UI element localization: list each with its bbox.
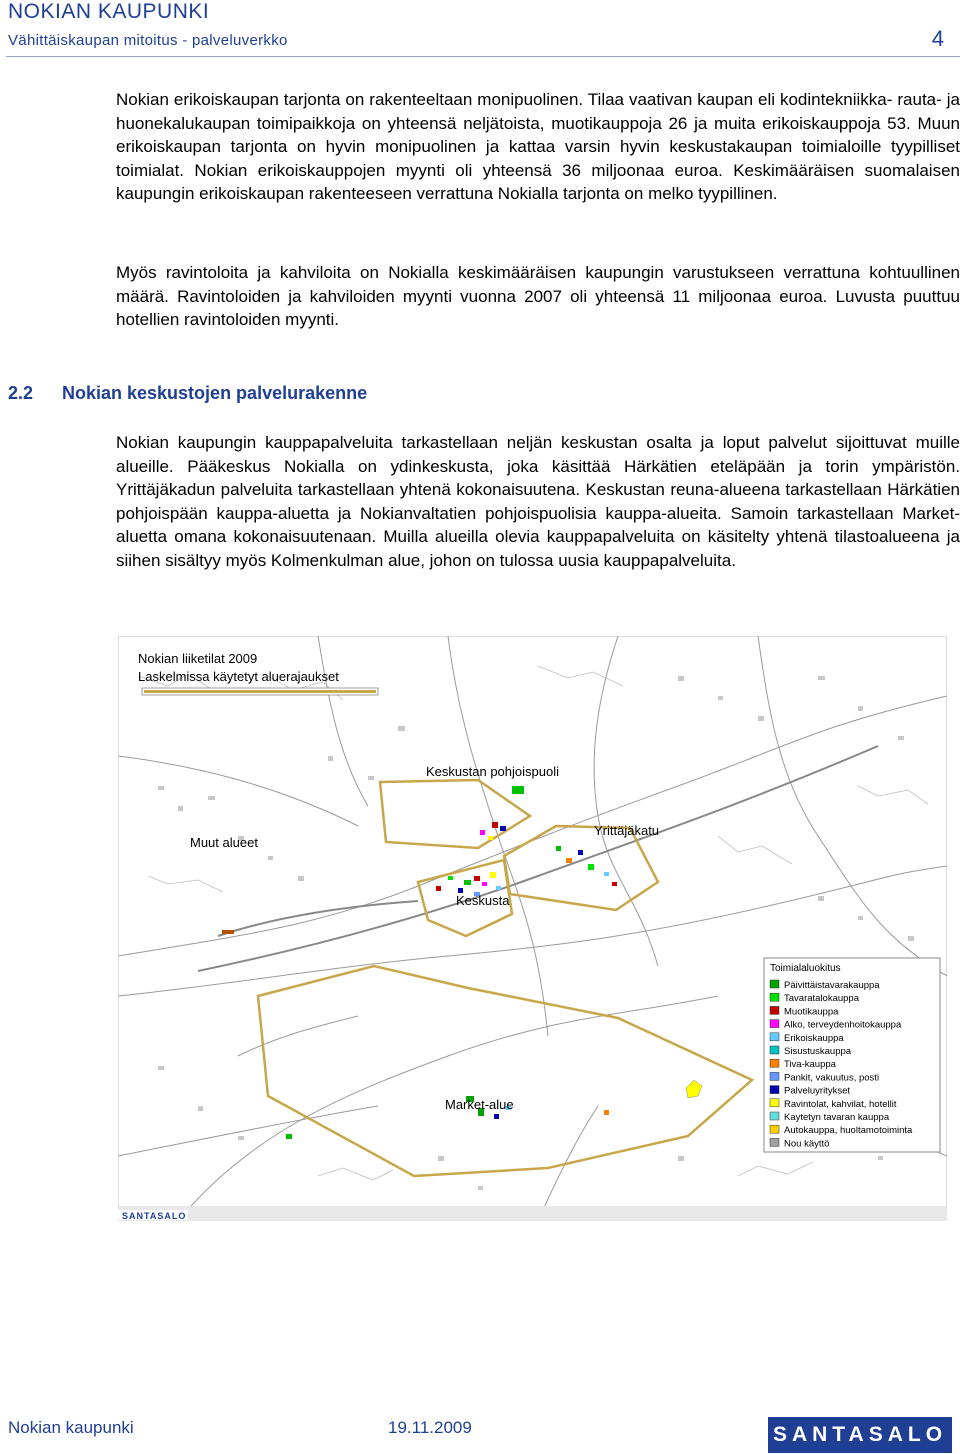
label-pohjoispuoli: Keskustan pohjoispuoli: [426, 764, 559, 779]
section-title: Nokian keskustojen palvelurakenne: [62, 383, 368, 403]
legend-swatch: [770, 1059, 779, 1067]
map-credit: SANTASALO: [122, 1211, 187, 1221]
legend-label: Palveluyritykset: [784, 1085, 850, 1097]
legend-swatch: [770, 1099, 779, 1107]
legend-label: Tavaratalokauppa: [784, 993, 859, 1005]
document-subtitle: Vähittäiskaupan mitoitus - palveluverkko: [8, 32, 288, 49]
legend-swatch: [770, 1020, 779, 1028]
section-number: 2.2: [8, 383, 34, 403]
legend-label: Autokauppa, huoltamotoiminta: [784, 1125, 913, 1137]
legend-label: Kaytetyn tavaran kauppa: [784, 1112, 890, 1123]
page-number: 4: [931, 26, 944, 51]
label-yrittajakatu: Yrittäjäkatu: [594, 823, 660, 838]
paragraph-specialty-retail: Nokian erikoiskaupan tarjonta on rakenteeltaan monipuolinen. Tilaa vaativan kaupan eli kodintekniikka- rauta- ja huonekalukaupan toimipaikkoja on yhteensä neljätoista, muotikauppoja 26 ja muita erikoiskauppoja 53. Muun erikoiskaupan tarjonta on hyvin monipuolinen ja kattaa varsin hyvin keskustakaupan toimialoille tyypilliset toimialat. Nokian erikoiskauppojen myynti oli yhteensä 36 miljoonaa euroa. Keskimääräisen suomalaisen kaupungin erikoiskaupan rakenteeseen verrattuna Nokialla tarjonta on melko tyypillinen.: [116, 90, 960, 204]
santasalo-logo: SANTASALO: [768, 1417, 952, 1453]
document-title: NOKIAN KAUPUNKI: [8, 0, 210, 23]
paragraph-restaurants: Myös ravintoloita ja kahviloita on Nokialla keskimääräisen kaupungin varustukseen verrattuna kohtuullinen määrä. Ravintoloiden ja kahviloiden myynti vuonna 2007 oli yhteensä 11 miljoonaa euroa. Luvusta puuttuu hotellien ravintoloiden myynti.: [116, 263, 960, 330]
legend-label: Päivittäistavarakauppa: [784, 980, 880, 991]
legend-swatch: [770, 1125, 779, 1133]
header-divider: [6, 56, 960, 57]
legend-label: Nou käyttö: [784, 1138, 830, 1150]
legend-swatch: [770, 980, 779, 988]
map-figure: [118, 636, 947, 1221]
legend-swatch: [770, 1112, 779, 1120]
label-muut: Muut alueet: [190, 835, 258, 850]
label-market: Market-alue: [445, 1097, 514, 1112]
paragraph-service-structure: Nokian kaupungin kauppapalveluita tarkastellaan neljän keskustan osalta ja loput palvelut sijoittuvat muille alueille. Pääkeskus Nokialla on ydinkeskusta, joka käsittää Härkätien eteläpään ja torin ympäristön. Yrittäjäkadun palveluita tarkastellaan yhtenä kokonaisuutena. Keskustan reuna-alueena tarkastellaan Härkätien pohjoispään kauppa-aluetta ja Nokianvaltatien pohjoispuolisia kauppa-alueita. Samoin tarkastellaan Market-aluetta omana kokonaisuutenaan. Muilla alueilla olevia kauppapalveluita on käsitelty yhtenä tilastoalueena ja siihen sisältyy myös Kolmenkulman alue, johon on tulossa uusia kauppapalveluita.: [116, 433, 960, 570]
footer-date: 19.11.2009: [388, 1418, 472, 1437]
label-keskusta: Keskusta: [456, 893, 510, 908]
legend-swatch: [770, 1072, 779, 1080]
legend-label: Tiva-kauppa: [784, 1059, 836, 1071]
map-title-line1: Nokian liiketilat 2009: [138, 651, 258, 666]
legend-title: Toimialaluokitus: [770, 963, 841, 974]
legend-swatch: [770, 993, 779, 1001]
legend-swatch: [770, 1006, 779, 1014]
legend-swatch: [770, 1046, 779, 1054]
legend-label: Muotikauppa: [784, 1006, 839, 1018]
footer-organization: Nokian kaupunki: [8, 1418, 134, 1437]
legend-swatch: [770, 1086, 779, 1094]
legend-label: Ravintolat, kahvilat, hotellit: [784, 1098, 897, 1110]
legend-label: Alko, terveydenhoitokauppa: [784, 1019, 902, 1031]
legend-swatch: [770, 1138, 779, 1146]
legend-label: Sisustuskauppa: [784, 1046, 852, 1057]
legend-swatch: [770, 1033, 779, 1041]
legend-label: Erikoiskauppa: [784, 1032, 844, 1044]
map-legend: [764, 958, 940, 1152]
map-title-line2: Laskelmissa käytetyt aluerajaukset: [138, 669, 339, 684]
legend-label: Pankit, vakuutus, posti: [784, 1072, 880, 1084]
section-heading: [8, 383, 367, 404]
